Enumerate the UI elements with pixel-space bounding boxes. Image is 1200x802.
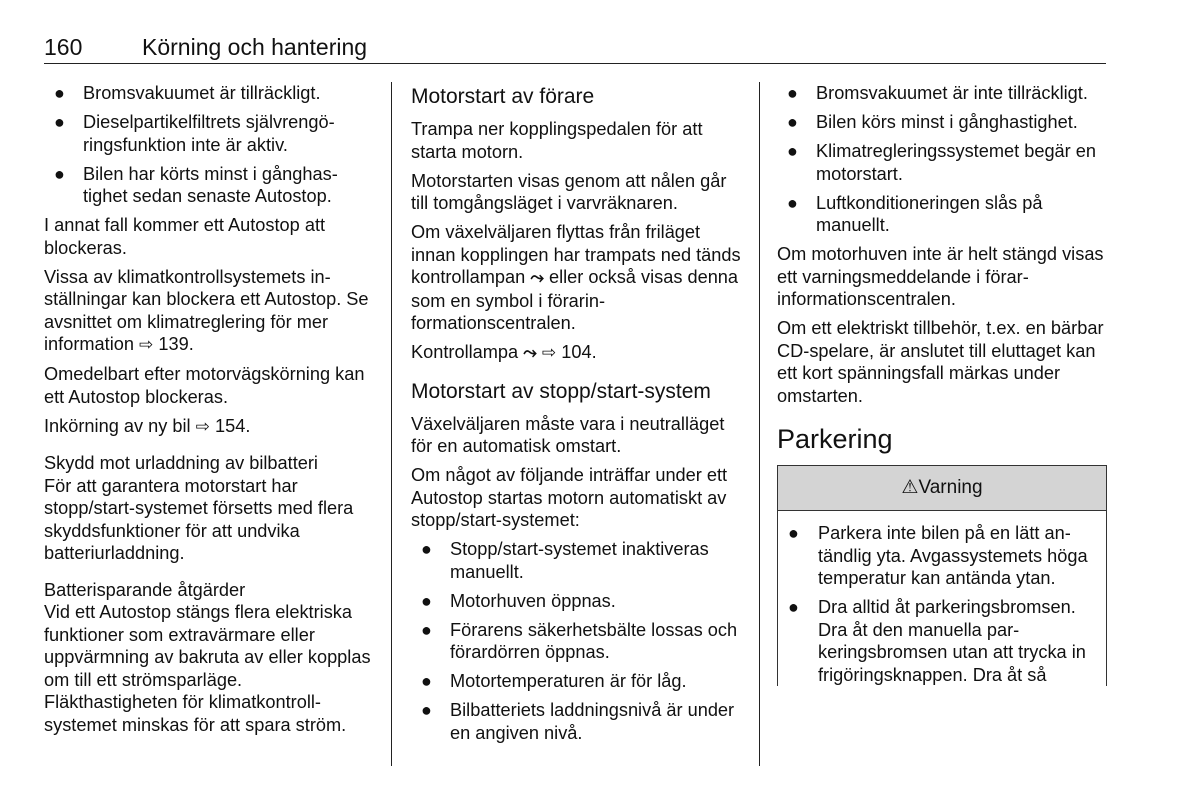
paragraph: Växelväljaren måste vara i neutralläget för en automatisk omstart.	[411, 413, 725, 456]
list-item	[784, 522, 1096, 590]
list-item-text: Bromsvakuumet är tillräckligt.	[83, 83, 321, 103]
bullet-icon: ●	[54, 163, 65, 184]
paragraph: Omedelbart efter motorvägskörning kan ett Autostop blockeras.	[44, 364, 365, 407]
list-item-text: Dra alltid åt parkeringsbromsen. Dra åt den manuella parkeringsbromsen utan att trycka in frigöringsknappen. Dra åt så	[818, 597, 1086, 685]
paragraph: Motorstarten visas genom att nålen går till tomgångsläget i varvräknaren.	[411, 170, 727, 213]
paragraph: För att garantera motorstart har stopp/start-systemet försetts med flera skyddsfunktioner för att undvika batteriurladdning.	[44, 475, 354, 563]
autostart-conditions-list-continued	[777, 82, 1107, 237]
list-item	[784, 596, 1096, 686]
page-reference[interactable]: 104.	[561, 342, 597, 362]
list-item	[411, 619, 741, 664]
list-item	[777, 140, 1107, 185]
column-divider-right	[759, 82, 760, 766]
column-divider-left	[391, 82, 392, 766]
paragraph	[44, 266, 374, 357]
list-item-text: Motortemperaturen är för låg.	[450, 671, 687, 691]
bullet-icon: ●	[421, 539, 432, 559]
column-1	[44, 82, 374, 743]
bullet-icon: ●	[421, 671, 432, 691]
subheading-skydd: Skydd mot urladdning av bilbatteri	[44, 453, 318, 473]
bullet-icon: ●	[787, 141, 798, 161]
list-item-text: Klimatregleringssystemet begär en motorstart.	[816, 141, 1097, 184]
paragraph: Om ett elektriskt tillbehör, t.ex. en bärbar CD-spelare, är anslutet till eluttaget kan ett kort spänningsfall märkas under omstarten.	[777, 318, 1104, 406]
bullet-icon: ●	[787, 83, 798, 103]
list-item	[777, 111, 1107, 134]
arrow-right-icon: ⇨	[139, 335, 154, 354]
arrow-right-icon: ⇨	[541, 343, 557, 362]
shift-indicator-icon: ⤳	[530, 268, 544, 287]
bullet-icon: ●	[421, 590, 432, 611]
paragraph	[411, 341, 741, 365]
bullet-icon: ●	[788, 523, 799, 543]
list-item	[411, 590, 741, 613]
heading-motorstart-stopp-start: Motorstart av stopp/start-system	[411, 379, 711, 403]
warning-header	[778, 466, 1106, 511]
column-2	[411, 84, 741, 751]
paragraph: Om motorhuven inte är helt stängd visas ett varningsmeddelande i förarinformationscentralen.	[777, 244, 1104, 309]
list-item	[44, 82, 374, 105]
list-item	[777, 82, 1107, 105]
page-reference[interactable]: 154.	[214, 415, 251, 436]
list-item-text: Förarens säkerhetsbälte lossas och förardörren öppnas.	[450, 619, 738, 662]
paragraph	[411, 221, 741, 335]
paragraph	[44, 415, 374, 439]
list-item-text: Stopp/start-systemet inaktiveras manuellt.	[450, 539, 709, 582]
paragraph: Om något av följande inträffar under ett Autostop startas motorn automatiskt av stopp/start-systemet:	[411, 465, 728, 530]
warning-body	[778, 511, 1106, 686]
list-item-text: Bromsvakuumet är inte tillräckligt.	[816, 83, 1088, 103]
paragraph: I annat fall kommer ett Autostop att blockeras.	[44, 215, 326, 258]
warning-box	[777, 465, 1107, 686]
list-item-text: Luftkonditioneringen slås på manuellt.	[816, 192, 1043, 235]
arrow-right-icon: ⇨	[195, 416, 210, 436]
paragraph-text: Om växelväljaren flyttas från friläget innan kopplingen har trampats ned tänds kontrollampan	[411, 222, 741, 287]
autostop-conditions-list	[44, 82, 374, 208]
list-item	[411, 538, 741, 583]
list-item	[44, 111, 374, 156]
list-item-text: Parkera inte bilen på en lätt antändlig yta. Avgassystemets höga temperatur kan antända ytan.	[818, 523, 1088, 588]
heading-motorstart-forare: Motorstart av förare	[411, 85, 595, 108]
column-3	[777, 82, 1107, 693]
paragraph-text: eller också visas denna som en symbol i förarinformationscentralen.	[411, 267, 739, 333]
paragraph: Vid ett Autostop stängs flera elektriska funktioner som extravärmare eller uppvärmning av bakruta av eller kopplas om till ett strömsparläge. Fläkthastigheten för klimatkontrollsystemet minskas för att spara ström.	[44, 602, 371, 735]
bullet-icon: ●	[788, 597, 799, 617]
subheading-batterisparande: Batterisparande åtgärder	[44, 579, 246, 600]
shift-indicator-icon: ⤳	[523, 343, 537, 362]
section-title: Körning och hantering	[142, 34, 368, 60]
paragraph: Trampa ner kopplingspedalen för att starta motorn.	[411, 119, 703, 162]
heading-parkering: Parkering	[777, 424, 893, 454]
page-reference[interactable]: 139.	[158, 334, 194, 354]
bullet-icon: ●	[54, 83, 65, 103]
paragraph-text: Kontrollampa	[411, 342, 519, 362]
list-item-text: Motorhuven öppnas.	[450, 590, 616, 611]
list-item	[411, 699, 741, 744]
bullet-icon: ●	[421, 700, 432, 720]
autostart-conditions-list	[411, 538, 741, 744]
list-item	[411, 670, 741, 693]
header-rule	[44, 63, 1106, 64]
paragraph-text: Inkörning av ny bil	[44, 415, 191, 436]
bullet-icon: ●	[54, 112, 65, 132]
paragraph-text: Vissa av klimatkontrollsystemets inställningar kan blockera ett Autostop. Se avsnittet om klimatreglering för mer information	[44, 266, 369, 354]
list-item-text: Bilen har körts minst i gånghastighet sedan senaste Autostop.	[83, 163, 338, 206]
list-item-text: Bilen körs minst i gånghastighet.	[816, 112, 1078, 132]
warning-triangle-icon: ⚠	[901, 477, 919, 498]
list-item-text: Dieselpartikelfiltrets självrengöringsfunktion inte är aktiv.	[83, 112, 335, 155]
warning-list	[784, 522, 1096, 686]
bullet-icon: ●	[421, 619, 432, 640]
list-item	[777, 192, 1107, 237]
warning-label: Varning	[918, 477, 983, 498]
page-number: 160	[44, 34, 83, 60]
bullet-icon: ●	[787, 112, 798, 132]
bullet-icon: ●	[787, 192, 798, 213]
list-item-text: Bilbatteriets laddningsnivå är under en angiven nivå.	[450, 700, 735, 743]
list-item	[44, 163, 374, 208]
